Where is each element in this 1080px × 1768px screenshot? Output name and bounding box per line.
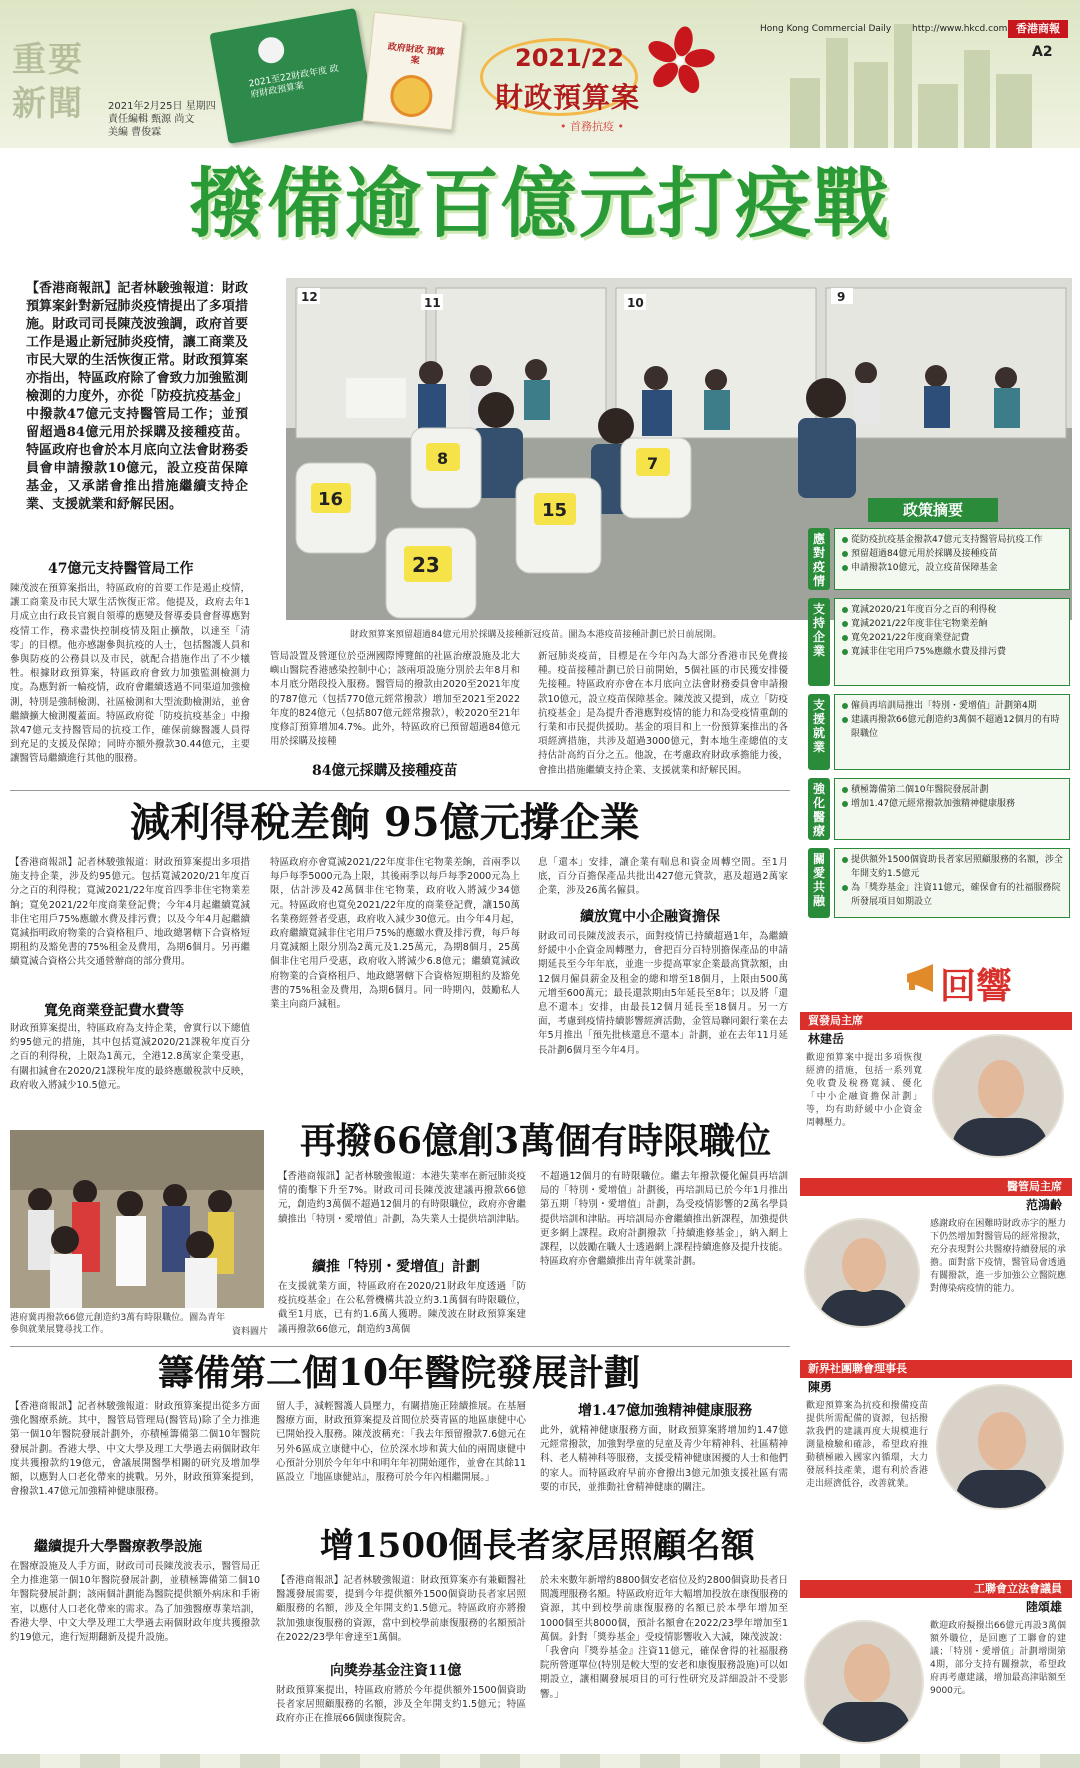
portrait-photo bbox=[804, 1218, 920, 1328]
policy-group-label: 強化醫療 bbox=[808, 778, 830, 840]
chair-number: 7 bbox=[647, 454, 659, 473]
section-title-sme-financing: 續放寬中小企融資擔保 bbox=[580, 909, 720, 925]
page-number: A2 bbox=[1032, 44, 1053, 60]
headline-jobs: 再撥66億創3萬個有時限職位 bbox=[300, 1120, 772, 1162]
section-body-tax-b: 特區政府亦會寬減2021/22年度非住宅物業差餉，首兩季以每戶每季5000元為上限，其後兩季以每戶每季2000元為上限，估計涉及42萬個非住宅物業，政府收入將減少34億元。特區政府也寬免2021/22年度的商業登記費，讓150萬名業務經營者受惠，政府收入減少30億元。由今年4月起，政府繼續寬減非住宅用戶75%的應繳水費及排污費，每戶每月寬減額上限分別為2萬元及1.25萬元，為期8個月，25萬個非住宅用戶受惠，政府收入將減少6.8億元；繼續寬減政府物業的合資格租戶、地政總署轄下合資格短期租約及豁免書的75%租金及費用，為期6個月。同一時期內，鼓勵私人業主向商戶減租。 bbox=[270, 857, 520, 1011]
policy-item: 寬減2020/21年度百分之百的利得稅 bbox=[841, 603, 1063, 617]
job-fair-credit: 資料圖片 bbox=[231, 1327, 268, 1337]
budget-year: 2021/22 bbox=[515, 44, 624, 72]
section-body-jobs-a2: 在支援就業方面，特區政府在2020/21財政年度透過「防疫抗疫基金」在公私營機構共設立約3.1萬個有時限職位，截至1月底，已有約1.6萬人獲聘。陳茂波在財政預算案建議再撥款66億元，創造約3萬個 bbox=[278, 1281, 526, 1335]
job-fair-photo bbox=[10, 1130, 264, 1308]
section-body-jobs-b: 不超過12個月的有時限職位。繼去年撥款優化僱員再培訓局的「特別・愛增值」計劃後，再培訓局已於今年1月推出第五期「特別・愛增值」計劃，為受疫情影響的2萬名學員提供培訓和津貼。再培訓局亦會繼續推出新課程，加強提供更多網上課程。政府計劃撥款「持續進修基金」，納入網上課程，以鼓勵在職人士透過網上課程持續進修及提升技能。特區政府亦會繼續推出青年就業計劃。 bbox=[540, 1171, 788, 1268]
policy-group-label: 支援就業 bbox=[808, 694, 830, 770]
policy-item: 申請撥款10億元，設立疫苗保障基金 bbox=[841, 561, 1063, 575]
response-name: 范鴻齡 bbox=[1025, 1198, 1062, 1212]
section-body-elderly-b: 於未來數年新增約8800個安老宿位及約2800個資助長者日間護理服務名額。特區政府近年大幅增加投放在康復服務的資源，其中到校學前康復服務的名額已於本學年增加至1000個至共8000個，預計名額會在2022/23學年增加至1萬個。針對「獎券基金」受疫情影響收入大減，陳茂波說：「我會向『獎券基金』注資11億元，確保會得的社福服務院所營運單位(特別是較大型的安老和康復服務設施)可以如期設立，讓相關發展項目的可行性研究及詳細設計不受影響。」 bbox=[540, 1575, 788, 1700]
response-card bbox=[800, 1012, 1072, 1162]
policy-group-label: 支持企業 bbox=[808, 598, 830, 686]
section-body-vaccine-a: 管局設置及營運位於亞洲國際博覽館的社區治療設施及北大嶼山醫院香港感染控制中心；該兩項設施分別於去年8月和本月底分階段投入服務。醫管局的撥款由2020至2021年度的787億元（包括770億元經常撥款）增加至2021至2022年度的824億元（包括807億元經常撥款），較2020至21年度修訂預算增加4.7%。此外，特區政府已預留超過84億元用於採購及接種 bbox=[270, 651, 520, 748]
portrait-photo bbox=[936, 1384, 1064, 1510]
budget-booklet-title: 2021至22財政年度 政府財政預算案 bbox=[247, 63, 340, 101]
section-body-tax-c: 息「還本」安排，讓企業有喘息和資金周轉空間。至1月底，百分百擔保產品共批出427億元貸款，惠及超過2萬家企業，涉及26萬名僱員。 bbox=[538, 857, 788, 897]
chair-number: 8 bbox=[437, 449, 449, 468]
section-title-mental-health: 增1.47億加強精神健康服務 bbox=[578, 1403, 753, 1419]
policy-group bbox=[834, 848, 1070, 918]
section-body-elderly-a: 【香港商報訊】記者林駿強報道：財政預算案亦有兼顧醫社醫護發展需要，提到今年提供額外1500個資助長者家居照顧服務的名額，涉及全年開支約1.5億元。特區政府亦將撥款加強康復服務的資源，當中到校學前康復服務的名額預計在2022/23學年會達至1萬個。 bbox=[276, 1575, 526, 1643]
section-body-hospital-c: 此外，就精神健康服務方面，財政預算案將增加約1.47億元經常撥款，加強對學童的兒童及青少年精神科、社區精神科、老人精神科等服務，支援受精神健康困擾的人士和他們的家人。而特區政府早前亦會撥出3億元加強支援社區有需要的市民，並推動社會精神健康的關注。 bbox=[540, 1425, 788, 1493]
section-body-hospital-a2: 在醫療設施及人手方面，財政司司長陳茂波表示，醫管局正全力推進第一個10年醫院發展計劃，並積極籌備第二個10年醫院發展計劃；該兩個計劃能為醫院提供額外病床和手術室，以應付人口老化帶來的需求。為了加強醫療專業培訓，香港大學、中文大學及理工大學過去兩個財政年度共獲撥款約19億元，進行短期翻新及提升設施。 bbox=[10, 1561, 260, 1644]
section-body-hospital-a: 【香港商報訊】記者林駿強報道：財政預算案提出從多方面強化醫療系統。其中，醫管局管理局(醫管局)除了全力推進第一個10年醫院發展計劃外，亦積極籌備第二個10年醫院發展計劃。香港大學、中文大學及理工大學過去兩個財政年度共獲撥款約19億元，會議展開醫學相關的研究及增加學額，以應對人口老化帶來的挑戰。另外，財政預算案提到，會撥款1.47億元加強精神健康服務。 bbox=[10, 1401, 260, 1498]
response-card bbox=[800, 1580, 1072, 1756]
budget-title: 財政預算案 bbox=[495, 81, 641, 114]
policy-item: 從防疫抗疫基金撥款47億元支持醫管局抗疫工作 bbox=[841, 533, 1063, 547]
policy-item: 寬減2021/22年度非住宅物業差餉 bbox=[841, 617, 1063, 631]
policy-group bbox=[834, 598, 1070, 686]
issue-date: 2021年2月25日 星期四 bbox=[108, 101, 216, 112]
policy-item: 僱員再培訓局推出「特別・愛增值」計劃第4期 bbox=[841, 699, 1063, 713]
booth-number: 11 bbox=[424, 296, 441, 310]
bauhinia-icon bbox=[645, 26, 715, 96]
policy-group bbox=[834, 778, 1070, 840]
response-quote: 歡迎政府擬撥出66億元再設3萬個額外職位，是回應了工聯會的建議；「特別・愛增值」計劃增開第4期，部分支持有關撥款，希望政府再考慮建議，增加最高津貼額至9000元。 bbox=[930, 1621, 1066, 1696]
policy-item: 寬減非住宅用戶75%應繳水費及排污費 bbox=[841, 645, 1063, 659]
budget-leaflet-image bbox=[362, 12, 463, 131]
policy-item: 提供額外1500個資助長者家居照顧服務的名額，涉全年開支約1.5億元 bbox=[841, 853, 1063, 881]
chair-number: 15 bbox=[542, 500, 568, 521]
section-title-reskilling: 續推「特別・愛增值」計劃 bbox=[312, 1259, 480, 1275]
portrait-photo bbox=[932, 1034, 1064, 1158]
policy-item: 積極籌備第二個10年醫院發展計劃 bbox=[841, 783, 1063, 797]
policy-item: 預留超過84億元用於採購及接種疫苗 bbox=[841, 547, 1063, 561]
response-name: 林建岳 bbox=[808, 1032, 845, 1046]
policy-item: 建議再撥款66億元創造約3萬個不超過12個月的有時限職位 bbox=[841, 713, 1063, 741]
section-body-vaccine-b: 新冠肺炎疫苗，目標是在今年內為大部分香港市民免費接種。疫苗接種計劃已於日前開始，5個社區的市民獲安排優先接種。特區政府亦會在本月底向立法會財務委員會申請撥款10億元，設立疫苗保障基金。陳茂波又提到，成立「防疫抗疫基金」是為提升香港應對疫情的能力和為受疫情重創的行業和市民提供援助。基金的項目和上一份預算案推出的各項經濟措施，共涉及超過3000億元，對本地生產總值的支持估計高約百分之五。他說，在考慮政府財政承擔能力後，會推出措施繼續支持企業、支援就業和紓解民困。 bbox=[538, 651, 788, 776]
response-role: 新界社團聯會理事長 bbox=[800, 1360, 1072, 1378]
section-body-hospital-authority: 陳茂波在預算案指出，特區政府的首要工作是遏止疫情，讓工商業及市民大眾生活恢復正常。他提及，政府去年1月成立由行政長官親自領導的應變及督導委員會督導應對疫情工作，務求盡快控制疫情及阻止擴散，以達至「清零」的目標。他亦感謝參與抗疫的人士，包括醫護人員和參與防疫的公務員以及市民，就配合措施作出了不少犧牲。根據財政預算案，特區政府會致力加強監測檢測力度。為應對新一輪疫情，政府會繼續透過不同渠道加強檢測，特別是強制檢測、社區檢測和大型流動檢測站，並會繼續擴大檢測覆蓋面。特區政府從「防疫抗疫基金」中撥款47億元支持醫管局的抗疫工作，確保前線醫護人員得到充足的支援及保障；同時亦額外撥款30.44億元，主要讓醫管局繼續進行其他的服務。 bbox=[10, 583, 250, 765]
main-headline: 撥備逾百億元打疫戰 bbox=[189, 159, 891, 248]
divider bbox=[10, 1346, 790, 1347]
section-body-tax-a: 【香港商報訊】記者林駿強報道：財政預算案提出多項措施支持企業，涉及約95億元。包括寬減2020/21年度百分之百的利得稅；寬減2021/22年度首四季非住宅物業差餉；寬免2021/22年度商業登記費；今年4月起繼續寬減非住宅用戶75%應繳水費及排污費；以及今年4月起繼續寬減指明政府物業的合資格租戶、地政總署轄下合資格短期租約及豁免書的75%租金及費用，為期6個月。另再繼續寬減合資格公共交通營辦商的部分費用。 bbox=[10, 857, 250, 968]
paper-url: http://www.hkcd.com bbox=[912, 24, 1008, 34]
budget-tagline: • 首務抗疫 • bbox=[560, 120, 624, 133]
response-card bbox=[800, 1360, 1072, 1520]
issue-date-block bbox=[108, 100, 216, 139]
response-quote: 歡迎預算案為抗疫和撥備疫苗提供所需配備的資源，包括撥款我們的建議再度大規模進行測量檢驗和確診，希望政府推動積極融入國家內循環，大力發展科技產業，還有利於香港走出經濟低谷，改善就業。 bbox=[806, 1401, 928, 1489]
budget-leaflet-title: 政府財政 預算案 bbox=[387, 42, 446, 67]
policy-summary-box bbox=[808, 498, 1072, 918]
response-name: 陳勇 bbox=[808, 1380, 833, 1394]
section-title-fee-waiver: 寬免商業登記費水費等 bbox=[44, 1003, 184, 1019]
policy-group bbox=[834, 528, 1070, 590]
booth-number: 9 bbox=[837, 290, 846, 304]
booth-number: 10 bbox=[627, 296, 644, 310]
divider bbox=[10, 790, 790, 791]
masthead bbox=[0, 0, 1080, 148]
section-body-hospital-b: 留人手，減輕醫護人員壓力，有關措施正陸續推展。在基層醫療方面，財政預算案提及首間位於葵青區的地區康健中心已開始投入服務。陳茂波稱充：「我去年預留撥款7.6億元在另外6區成立康健中心，位於深水埗和黃大仙的兩間康健中心預計分別於今年年中和明年年初開始運作，並會在其餘11區設立『地區康健站』，服務可於今年內相繼開展。」 bbox=[276, 1401, 526, 1484]
design-line: 美編 曹俊霖 bbox=[108, 127, 162, 138]
footer-strip bbox=[0, 1754, 1080, 1768]
editors-line: 責任編輯 甄源 尚文 bbox=[108, 114, 195, 125]
policy-summary-title: 政策摘要 bbox=[868, 498, 998, 522]
section-label: 重要新聞 bbox=[12, 40, 84, 124]
booth-number: 12 bbox=[301, 290, 318, 304]
section-title-hospital-authority: 47億元支持醫管局工作 bbox=[48, 561, 194, 577]
main-photo-caption: 財政預算案預留超過84億元用於採購及接種新冠疫苗。圖為本港疫苗接種計劃已於日前展開。 bbox=[350, 630, 722, 640]
response-quote: 感謝政府在困難時財政赤字的壓力下仍然增加對醫管局的經常撥款，充分表現對公共醫療持續發展的承擔。面對當下疫情，醫管局會透過有關撥款，進一步加強公立醫院應對傳染病疫情的能力。 bbox=[930, 1219, 1066, 1294]
section-body-elderly-a2: 財政預算案提出，特區政府將於今年提供額外1500個資助長者家居照顧服務的名額，涉及全年開支約1.5億元；特區政府亦正在推展66個康復院舍。 bbox=[276, 1685, 526, 1725]
megaphone-icon bbox=[905, 964, 937, 992]
response-role: 貿發局主席 bbox=[800, 1012, 1072, 1030]
response-quote: 歡迎預算案中提出多項恢復經濟的措施，包括一系列寬免收費及稅務寬減、優化「中小企融資擔保計劃」等，均有助紓緩中小企資金周轉壓力。 bbox=[806, 1053, 922, 1128]
policy-group bbox=[834, 694, 1070, 770]
headline-tax-relief: 減利得稅差餉 95億元撐企業 bbox=[130, 799, 640, 846]
paper-name-en: Hong Kong Commercial Daily bbox=[760, 24, 892, 34]
hk-emblem-icon bbox=[256, 35, 286, 65]
section-title-university-facilities: 繼續提升大學醫療教學設施 bbox=[34, 1539, 202, 1555]
leaflet-disc-icon bbox=[388, 73, 434, 119]
skyline-graphic bbox=[780, 18, 1040, 148]
policy-group-label: 關愛共融 bbox=[808, 848, 830, 918]
response-role: 醫管局主席 bbox=[800, 1178, 1072, 1196]
job-fair-caption: 港府冀再撥款66億元創造約3萬有時限職位。圖為青年參與就業展覽尋找工作。 bbox=[10, 1313, 226, 1335]
job-fair-scene bbox=[10, 1130, 264, 1308]
policy-item: 為「獎券基金」注資11億元，確保會有的社福服務院所發展項目如期設立 bbox=[841, 881, 1063, 909]
policy-group-label: 應對疫情 bbox=[808, 528, 830, 590]
headline-hospital-plan: 籌備第二個10年醫院發展計劃 bbox=[158, 1352, 641, 1394]
section-title-vaccine: 84億元採購及接種疫苗 bbox=[312, 763, 458, 779]
response-name: 陸頌雄 bbox=[1025, 1600, 1062, 1614]
paper-brand-logo: 香港商報 bbox=[1008, 20, 1068, 38]
lead-paragraph: 【香港商報訊】記者林駿強報道：財政預算案針對新冠肺炎疫情提出了多項措施。財政司司長陳茂波強調，政府首要工作是遏止新冠肺炎疫情，讓工商業及市民大眾的生活恢復正常。財政預算案亦指出，特區政府除了會致力加強監測檢測的力度外，亦從「防疫抗疫基金」中撥款47億元支持醫管局工作；並預留超過84億元用於採購及接種疫苗。特區政府也會於本月底向立法會財務委員會申請撥款10億元，設立疫苗保障基金，又承諾會推出措施繼續支持企業、支援就業和紓解民困。 bbox=[26, 281, 248, 512]
policy-item: 增加1.47億元經常撥款加強精神健康服務 bbox=[841, 797, 1063, 811]
headline-elderly-care: 增1500個長者家居照顧名額 bbox=[320, 1526, 755, 1566]
budget-booklet-image bbox=[209, 8, 374, 144]
section-title-lotteries-fund: 向獎券基金注資11億 bbox=[330, 1663, 462, 1679]
section-body-tax-a2: 財政預算案提出，特區政府為支持企業，會實行以下總值約95億元的措施，其中包括寬減2020/21課稅年度百分之百的利得稅，上限為1萬元，全港12.8萬家企業受惠，有關扣減會在2020/21課稅年度的最終應繳稅款中反映，政府收入將減少10.5億元。 bbox=[10, 1023, 250, 1091]
response-role: 工聯會立法會議員 bbox=[800, 1580, 1072, 1598]
section-body-tax-c2: 財政司司長陳茂波表示，面對疫情已持續超過1年，為繼續紓緩中小企資金周轉壓力，會把百分百特別擔保產品的申請期延長至今年年底，並進一步提高單家企業最高貸款額，由12個月僱員薪金及租金的總和增至18個月，上限由500萬元增至600萬元；最長還款期由5年延長至8年；以及將「還息不還本」安排，由最長12個月延長至18個月。另一方面，考慮到疫情持續影響經濟活動，金管局聯同銀行業在去年5月推出「預先批核還息不還本」計劃，並在去年11月延長計劃6個月至今年4月。 bbox=[538, 931, 788, 1056]
portrait-photo bbox=[804, 1620, 924, 1744]
chair-number: 23 bbox=[412, 553, 440, 577]
section-body-jobs-a: 【香港商報訊】記者林駿強報道：本港失業率在新冠肺炎疫情的衝擊下升至7%。財政司司長陳茂波建議再撥款66億元，創造約3萬個不超過12個月的有時限職位，政府亦會繼續推出「特別・愛增值」計劃，為失業人士提供培訓津貼。 bbox=[278, 1171, 526, 1225]
responses-title: 回響 bbox=[940, 965, 1013, 1007]
chair-number: 16 bbox=[318, 489, 344, 510]
response-card bbox=[800, 1178, 1072, 1344]
policy-item: 寬免2021/22年度商業登記費 bbox=[841, 631, 1063, 645]
